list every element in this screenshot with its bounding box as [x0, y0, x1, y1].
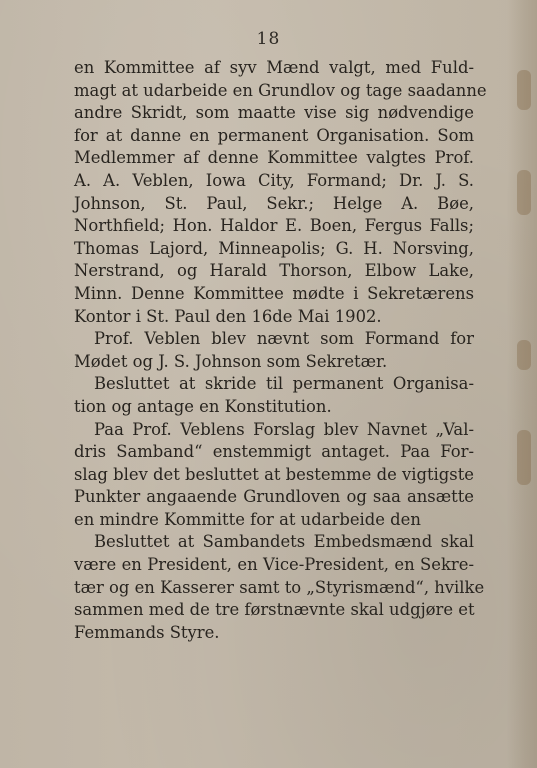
text-line: være en President, en Vice-President, en Sekre- — [74, 555, 474, 575]
edge-stain — [517, 340, 531, 370]
text-line: tion og antage en Konstitution. — [74, 396, 332, 416]
page-number: 18 — [256, 29, 281, 49]
text-line: en Kommittee af syv Mænd valgt, med Fuld- — [74, 58, 474, 77]
text-line: Mødet og J. S. Johnson som Sekretær. — [74, 351, 388, 371]
edge-stain — [517, 70, 531, 110]
text-line: Northfield; Hon. Haldor E. Boen, Fergus Falls; — [74, 216, 474, 236]
page-edge-shadow — [507, 0, 537, 768]
text-line: andre Skridt, som maatte vise sig nødvendige — [74, 103, 474, 123]
edge-stain — [517, 170, 531, 215]
text-line: magt at udarbeide en Grundlov og tage saadanne — [74, 80, 487, 100]
text-line: for at danne en permanent Organisation. Som — [74, 125, 474, 145]
text-line: Prof. Veblen blev nævnt som Formand for — [94, 329, 474, 349]
body-text — [74, 57, 487, 644]
text-line: Punkter angaaende Grundloven og saa ansætte — [74, 487, 474, 507]
text-line: Paa Prof. Veblens Forslag blev Navnet „Val- — [94, 419, 474, 439]
text-line: en mindre Kommitte for at udarbeide den — [74, 509, 421, 529]
text-line: Besluttet at skride til permanent Organisa- — [94, 374, 474, 394]
text-line: Minn. Denne Kommittee mødte i Sekretærens — [74, 283, 474, 303]
text-line: slag blev det besluttet at bestemme de vigtigste — [74, 464, 474, 484]
text-line: Besluttet at Sambandets Embedsmænd skal — [94, 532, 474, 552]
text-line: Johnson, St. Paul, Sekr.; Helge A. Bøe, — [74, 193, 474, 213]
text-line: Femmands Styre. — [74, 622, 220, 642]
text-line: A. A. Veblen, Iowa City, Formand; Dr. J. S. — [74, 170, 474, 190]
text-line: tær og en Kasserer samt to „Styrismænd“, hvilke — [74, 577, 485, 597]
text-line: Medlemmer af denne Kommittee valgtes Prof. — [74, 148, 474, 168]
text-line: sammen med de tre førstnævnte skal udgjøre et — [74, 600, 475, 620]
edge-stain — [517, 430, 531, 485]
text-line: Nerstrand, og Harald Thorson, Elbow Lake, — [74, 261, 474, 281]
text-line: dris Samband“ enstemmigt antaget. Paa For- — [74, 442, 474, 462]
text-line: Thomas Lajord, Minneapolis; G. H. Norsving, — [74, 238, 474, 258]
text-line: Kontor i St. Paul den 16de Mai 1902. — [74, 306, 382, 326]
